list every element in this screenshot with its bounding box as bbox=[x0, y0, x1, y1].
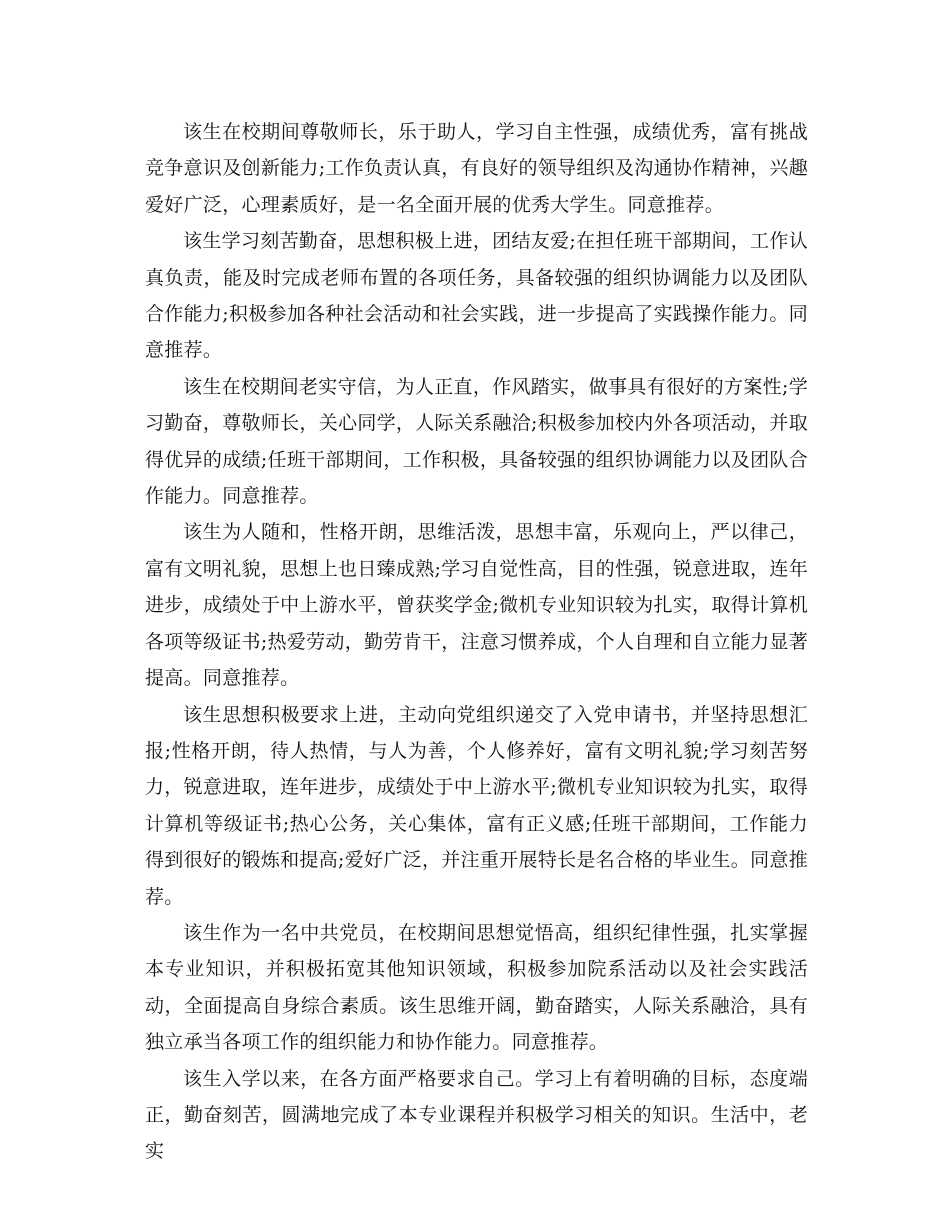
paragraph-1: 该生在校期间尊敬师长，乐于助人，学习自主性强，成绩优秀，富有挑战竞争意识及创新能力;工作负责认真，有良好的领导组织及沟通协作精神，兴趣爱好广泛，心理素质好，是一名全面开展的优秀大学生。同意推荐。 bbox=[145, 121, 808, 216]
paragraph-7: 该生入学以来，在各方面严格要求自己。学习上有着明确的目标，态度端正，勤奋刻苦，圆满地完成了本专业课程并积极学习相关的知识。生活中，老实 bbox=[145, 1067, 808, 1163]
paragraph-3: 该生在校期间老实守信，为人正直，作风踏实，做事具有很好的方案性;学习勤奋，尊敬师长，关心同学，人际关系融洽;积极参加校内外各项活动，并取得优异的成绩;任班干部期间，工作积极，具备较强的组织协调能力以及团队合作能力。同意推荐。 bbox=[145, 375, 808, 508]
paragraph-6: 该生作为一名中共党员，在校期间思想觉悟高，组织纪律性强，扎实掌握本专业知识，并积极拓宽其他知识领域，积极参加院系活动以及社会实践活动，全面提高自身综合素质。该生思维开阔，勤奋踏实，人际关系融洽，具有独立承当各项工作的组织能力和协作能力。同意推荐。 bbox=[145, 921, 808, 1054]
document-body bbox=[145, 114, 808, 1170]
paragraph-5: 该生思想积极要求上进，主动向党组织递交了入党申请书，并坚持思想汇报;性格开朗，待人热情，与人为善，个人修养好，富有文明礼貌;学习刻苦努力，锐意进取，连年进步，成绩处于中上游水平;微机专业知识较为扎实，取得计算机等级证书;热心公务，关心集体，富有正义感;任班干部期间，工作能力得到很好的锻炼和提高;爱好广泛，并注重开展特长是名合格的毕业生。同意推荐。 bbox=[145, 703, 808, 908]
paragraph-2: 该生学习刻苦勤奋，思想积极上进，团结友爱;在担任班干部期间，工作认真负责，能及时完成老师布置的各项任务，具备较强的组织协调能力以及团队合作能力;积极参加各种社会活动和社会实践，进一步提高了实践操作能力。同意推荐。 bbox=[145, 230, 808, 362]
paragraph-4: 该生为人随和，性格开朗，思维活泼，思想丰富，乐观向上，严以律己，富有文明礼貌，思想上也日臻成熟;学习自觉性高，目的性强，锐意进取，连年进步，成绩处于中上游水平，曾获奖学金;微机专业知识较为扎实，取得计算机各项等级证书;热爱劳动，勤劳肯干，注意习惯养成，个人自理和自立能力显著提高。同意推荐。 bbox=[145, 521, 808, 690]
